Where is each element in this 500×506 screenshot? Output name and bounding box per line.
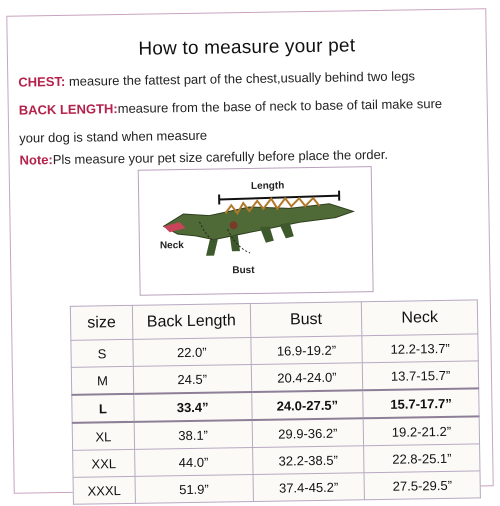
size-cell: XL bbox=[72, 422, 134, 450]
size-cell: S bbox=[71, 339, 133, 367]
neck-cell: 13.7-15.7” bbox=[363, 361, 479, 390]
length-arrow bbox=[219, 196, 339, 200]
bust-cell: 32.2-38.5” bbox=[252, 446, 364, 475]
back-length-cell: 44.0” bbox=[134, 447, 252, 476]
header-neck: Neck bbox=[362, 300, 478, 336]
measurement-figure bbox=[138, 166, 374, 296]
neck-cell: 22.8-25.1” bbox=[364, 444, 480, 473]
back-length-cell: 38.1” bbox=[134, 420, 252, 449]
chest-instruction bbox=[18, 68, 415, 89]
size-cell: L bbox=[72, 394, 134, 423]
length-label: Length bbox=[251, 180, 284, 192]
size-guide-sheet bbox=[6, 8, 493, 493]
note-label: Note: bbox=[19, 152, 52, 168]
bust-cell: 20.4-24.0” bbox=[251, 363, 363, 392]
size-cell: XXXL bbox=[73, 476, 135, 504]
chest-label: CHEST: bbox=[18, 74, 65, 90]
dog-costume-illustration bbox=[139, 167, 373, 295]
header-bust: Bust bbox=[250, 302, 362, 338]
back-length-cell: 51.9” bbox=[135, 474, 253, 503]
back-length-text: measure from the base of neck to base of tail make sure bbox=[118, 96, 443, 116]
neck-cell: 19.2-21.2” bbox=[363, 416, 479, 445]
bust-cell: 37.4-45.2” bbox=[253, 473, 365, 502]
bust-label: Bust bbox=[232, 265, 255, 276]
bust-cell: 16.9-19.2” bbox=[250, 336, 362, 365]
table-row bbox=[73, 471, 480, 504]
size-cell: XXL bbox=[73, 449, 135, 477]
neck-cell: 12.2-13.7” bbox=[362, 334, 478, 363]
header-size: size bbox=[70, 305, 132, 340]
size-cell: M bbox=[71, 366, 133, 394]
back-length-cell: 24.5” bbox=[133, 365, 251, 394]
neck-cell: 27.5-29.5” bbox=[364, 471, 480, 500]
neck-label: Neck bbox=[160, 240, 185, 251]
back-length-label: BACK LENGTH: bbox=[19, 101, 118, 118]
bust-cell: 24.0-27.5” bbox=[251, 390, 363, 420]
back-length-cell: 33.4” bbox=[134, 392, 252, 422]
back-length-cell: 22.0” bbox=[133, 338, 251, 367]
bust-cell: 29.9-36.2” bbox=[252, 418, 364, 447]
header-back-length: Back Length bbox=[132, 304, 250, 340]
size-chart-table bbox=[70, 299, 481, 504]
back-length-instruction-cont: your dog is stand when measure bbox=[19, 128, 207, 146]
neck-cell: 15.7-17.7” bbox=[363, 388, 479, 418]
note-instruction bbox=[19, 147, 388, 168]
crocodile-costume-icon bbox=[163, 197, 354, 256]
back-length-instruction bbox=[19, 96, 443, 118]
page-title: How to measure your pet bbox=[8, 33, 486, 63]
note-text: Pls measure your pet size carefully before place the order. bbox=[53, 147, 388, 167]
chest-text: measure the fattest part of the chest,usually behind two legs bbox=[65, 68, 415, 88]
